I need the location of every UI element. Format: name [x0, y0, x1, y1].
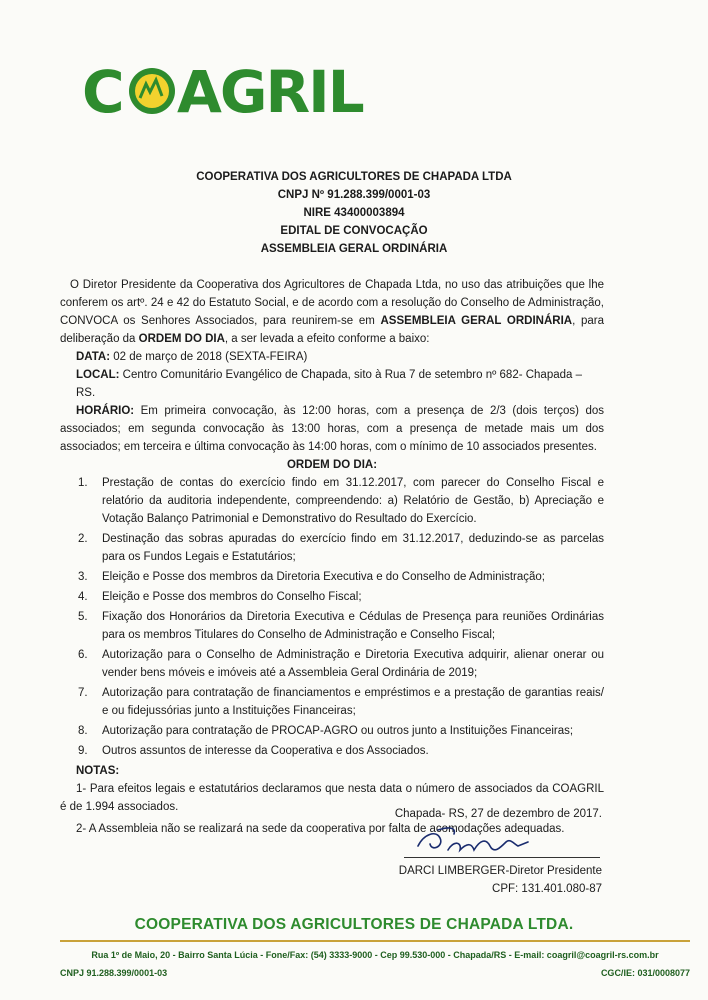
signer-name: DARCI LIMBERGER-Diretor Presidente: [398, 865, 602, 877]
document-body: [60, 276, 604, 838]
list-item: 5. Fixação dos Honorários da Diretoria Executiva e Cédulas de Presença para reuniões Ordinárias para os membros Titulares do Conselho de Administração e Conselho Fiscal;: [78, 611, 604, 641]
footer-company-name: COOPERATIVA DOS AGRICULTORES DE CHAPADA LTDA.: [134, 916, 574, 933]
list-item: 7. Autorização para contratação de financiamentos e empréstimos e a prestação de garantias reais/ e ou fidejussórias junto a Instituições Financeiras;: [78, 687, 604, 717]
list-item: 2. Destinação das sobras apuradas do exercício findo em 31.12.2017, deduzindo-se as parcelas para os Fundos Legais e Estatutários;: [78, 533, 604, 563]
signer-block: [399, 862, 602, 898]
signer-cpf: CPF: 131.401.080-87: [492, 883, 602, 895]
nire-line: NIRE 43400003894: [303, 207, 405, 219]
footer-cnpj: CNPJ 91.288.399/0001-03: [60, 968, 168, 978]
list-item: 1. Prestação de contas do exercício findo em 31.12.2017, com parecer do Conselho Fiscal e relatório da auditoria independente, compreendendo: a) Relatório de Gestão, b) Apreciação e Votação Balanço Patrimonial e Demonstrativo do Resultado do Exercício.: [78, 477, 604, 525]
list-item: 3. Eleição e Posse dos membros da Diretoria Executiva e do Conselho de Administração;: [78, 571, 545, 583]
notes-title: NOTAS:: [76, 765, 120, 777]
assembly-title: ASSEMBLEIA GERAL ORDINÁRIA: [260, 243, 448, 255]
cnpj-line: CNPJ Nº 91.288.399/0001-03: [277, 189, 431, 201]
date-line: DATA: 02 de março de 2018 (SEXTA-FEIRA): [76, 351, 308, 363]
edital-title: EDITAL DE CONVOCAÇÃO: [280, 225, 428, 237]
list-item: 8. Autorização para contratação de PROCAP-AGRO ou outros junto a Instituições Financeiras;: [78, 725, 574, 737]
location-line: LOCAL: Centro Comunitário Evangélico de Chapada, sito à Rua 7 de setembro nº 682- Chapada – RS.: [76, 369, 583, 399]
list-item: 4. Eleição e Posse dos membros do Conselho Fiscal;: [78, 591, 362, 603]
note-2: 2- A Assembleia não se realizará na sede da cooperativa por falta de acomodações adequadas.: [76, 823, 565, 835]
footer-address: Rua 1º de Maio, 20 - Bairro Santa Lúcia - Fone/Fax: (54) 3333-9000 - Cep 99.530-000 - Chapada/RS - E-mail: coagril@coagril-rs.com.br: [91, 950, 659, 960]
logo-graphic: [82, 58, 363, 126]
footer-cgc: CGC/IE: 031/0008077: [600, 968, 690, 978]
list-item: 6. Autorização para o Conselho de Administração e Diretoria Executiva adquirir, alienar onerar ou vender bens móveis e imóveis até a Assembleia Geral Ordinária de 2019;: [78, 649, 604, 679]
place-date: Chapada- RS, 27 de dezembro de 2017.: [394, 808, 602, 820]
intro-paragraph: O Diretor Presidente da Cooperativa dos Agricultores de Chapada Ltda, no uso das atribuições que lhe conferem os artº. 24 e 42 do Estatuto Social, e de acordo com a resolução do Conselho de Administração, CONVOCA os Senhores Associados, para reunirem-se em ASSEMBLEIA GERAL ORDINÁRIA, para deliberação da ORDEM DO DIA, a ser levada a efeito conforme a baixo:: [60, 279, 604, 345]
agenda-list: [60, 474, 604, 760]
signature-line: [404, 857, 600, 858]
schedule-paragraph: HORÁRIO: Em primeira convocação, às 12:00 horas, com a presença de 2/3 (dois terços) dos associados; em segunda convocação às 13:00 horas, com a presença de metade mais um dos associados; em terceira e última convocação às 14:00 horas, com o mínimo de 10 associados presentes.: [60, 405, 604, 453]
svg-text:C: C: [82, 58, 123, 126]
footer-divider: [60, 940, 690, 942]
handwritten-signature: [410, 820, 540, 860]
coagril-logo: [82, 58, 363, 126]
company-name: COOPERATIVA DOS AGRICULTORES DE CHAPADA LTDA: [196, 171, 512, 183]
document-header: [0, 168, 708, 258]
agenda-title: ORDEM DO DIA:: [286, 459, 378, 471]
note-1: 1- Para efeitos legais e estatutários declaramos que nesta data o número de associados da COAGRIL é de 1.994 associados.: [60, 783, 604, 813]
list-item: 9. Outros assuntos de interesse da Cooperativa e dos Associados.: [78, 745, 429, 757]
svg-text:AGRIL: AGRIL: [177, 58, 363, 126]
